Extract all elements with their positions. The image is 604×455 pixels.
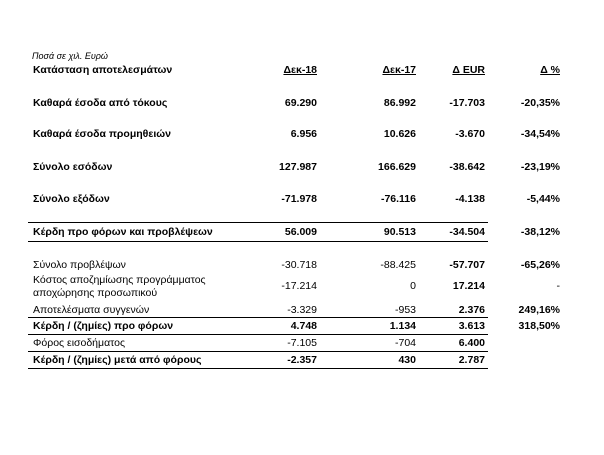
value-delta-pct: 249,16% — [518, 304, 560, 316]
value-delta-eur: 3.613 — [458, 320, 485, 332]
value-delta-eur: 2.376 — [458, 304, 485, 316]
divider-line — [28, 317, 488, 318]
value-delta-pct: -65,26% — [520, 259, 560, 271]
column-delta-pct: Δ % — [540, 64, 560, 76]
value-delta-eur: -34.504 — [449, 226, 485, 238]
row-label-line2: αποχώρησης προσωπικού — [33, 287, 158, 299]
value-delta-eur: 6.400 — [458, 337, 485, 349]
row-label: Σύνολο εσόδων — [33, 161, 113, 173]
column-dec17: Δεκ-17 — [382, 64, 416, 76]
table-title: Κατάσταση αποτελεσμάτων — [33, 64, 173, 76]
column-delta-eur: Δ EUR — [452, 64, 485, 76]
column-dec18: Δεκ-18 — [283, 64, 317, 76]
divider-line — [28, 368, 488, 369]
value-delta-eur: -57.707 — [449, 259, 485, 271]
value-delta-pct: -5,44% — [526, 193, 560, 205]
value-dec17: 90.513 — [383, 226, 416, 238]
row-label: Φόρος εισοδήματος — [33, 337, 126, 349]
value-dec17: -953 — [394, 304, 416, 316]
value-delta-pct: 318,50% — [518, 320, 560, 332]
value-dec17: 1.134 — [389, 320, 416, 332]
value-delta-eur: -3.670 — [455, 128, 485, 140]
value-dec18: -30.718 — [281, 259, 317, 271]
value-dec17: -76.116 — [380, 193, 416, 205]
value-dec18: -7.105 — [287, 337, 317, 349]
value-delta-pct: -34,54% — [520, 128, 560, 140]
value-dec18: -2.357 — [287, 354, 317, 366]
value-delta-eur: 17.214 — [452, 280, 485, 292]
value-dec18: 4.748 — [290, 320, 317, 332]
divider-line — [28, 351, 488, 352]
value-delta-eur: -4.138 — [455, 193, 485, 205]
row-label: Κέρδη / (ζημίες) προ φόρων — [33, 320, 174, 332]
value-dec17: -88.425 — [380, 259, 416, 271]
value-dec18: -17.214 — [281, 280, 317, 292]
value-delta-pct: -23,19% — [520, 161, 560, 173]
value-delta-pct: -38,12% — [520, 226, 560, 238]
currency-note: Ποσά σε χιλ. Ευρώ — [32, 51, 108, 61]
value-dec17: 86.992 — [383, 97, 416, 109]
row-label: Αποτελέσματα συγγενών — [33, 304, 150, 316]
divider-line — [28, 222, 488, 223]
value-dec18: 56.009 — [284, 226, 317, 238]
value-dec17: 430 — [398, 354, 416, 366]
divider-line — [28, 334, 488, 335]
value-delta-eur: -17.703 — [449, 97, 485, 109]
value-delta-pct: -20,35% — [520, 97, 560, 109]
value-dec18: 6.956 — [290, 128, 317, 140]
value-dec17: 0 — [410, 280, 416, 292]
value-dec18: 127.987 — [279, 161, 317, 173]
value-delta-eur: 2.787 — [458, 354, 485, 366]
row-label: Κέρδη / (ζημίες) μετά από φόρους — [33, 354, 202, 366]
value-dec18: -3.329 — [287, 304, 317, 316]
row-label: Σύνολο εξόδων — [33, 193, 110, 205]
value-dec17: -704 — [394, 337, 416, 349]
row-label: Κέρδη προ φόρων και προβλέψεων — [33, 226, 213, 238]
value-dec17: 166.629 — [378, 161, 416, 173]
row-label-line1: Κόστος αποζημίωσης προγράμματος — [33, 274, 206, 286]
value-dec18: 69.290 — [284, 97, 317, 109]
value-dec17: 10.626 — [383, 128, 416, 140]
table-row — [0, 274, 604, 304]
value-delta-pct: - — [556, 280, 560, 292]
value-delta-eur: -38.642 — [449, 161, 485, 173]
row-label: Σύνολο προβλέψων — [33, 259, 126, 271]
divider-line — [28, 241, 488, 242]
value-dec18: -71.978 — [281, 193, 317, 205]
row-label: Καθαρά έσοδα προμηθειών — [33, 128, 171, 140]
row-label: Καθαρά έσοδα από τόκους — [33, 97, 168, 109]
